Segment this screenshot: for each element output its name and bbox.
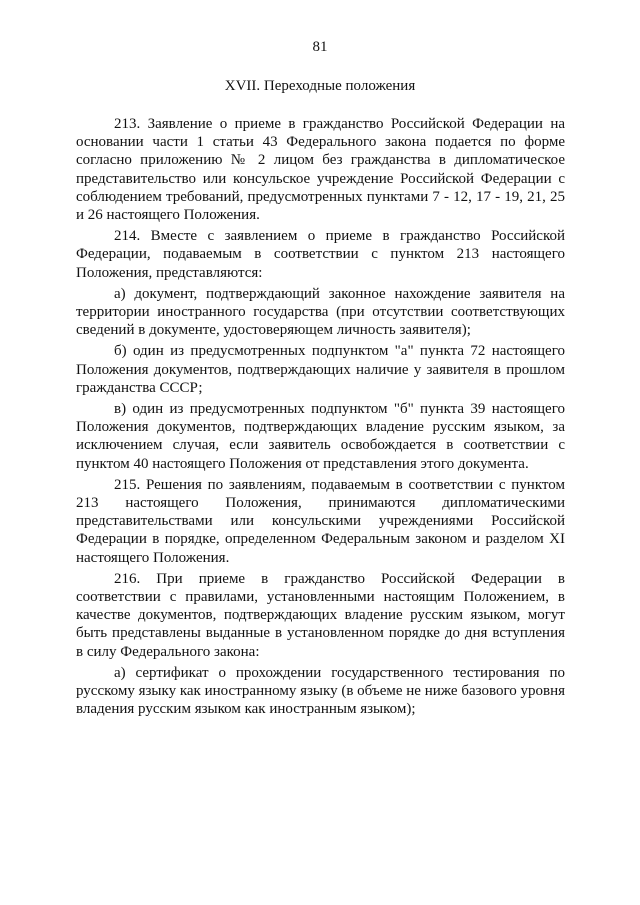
page-number: 81 [312, 39, 328, 55]
paragraph-214-b: б) один из предусмотренных подпунктом "а" пункта 72 настоящего Положения документов, подтверждающих наличие у заявителя в прошлом гражданства СССР; [76, 343, 565, 396]
paragraph-216-a: а) сертификат о прохождении государственного тестирования по русскому языку как иностранному языку (в объеме не ниже базового уровня владения русским языком как иностранным языком); [76, 664, 565, 718]
paragraph-214: 214. Вместе с заявлением о приеме в гражданство Российской Федерации, подаваемым в соответствии с пунктом 213 настоящего Положения, представляются: [76, 228, 565, 281]
section-title: XVII. Переходные положения [224, 78, 416, 94]
paragraph-214-v: в) один из предусмотренных подпунктом "б" пункта 39 настоящего Положения документов, подтверждающих владение русским языком, за исключением случая, если заявитель освобождается в соответствии с пунктом 40 настоящего Положения от представления этого документа. [76, 401, 565, 472]
paragraph-214-a: а) документ, подтверждающий законное нахождение заявителя на территории иностранного государства (при отсутствии соответствующих сведений в документе, удостоверяющем личность заявителя); [76, 285, 565, 339]
paragraph-216: 216. При приеме в гражданство Российской Федерации в соответствии с правилами, установленными настоящим Положением, в качестве документов, подтверждающих владение русским языком, могут быть представлены выданные в установленном порядке до дня вступления в силу Федерального закона: [76, 570, 565, 660]
paragraph-215: 215. Решения по заявлениям, подаваемым в соответствии с пунктом 213 настоящего Положения, принимаются дипломатическими представительствами или консульскими учреждениями Российской Федерации в порядке, определенном Федеральным законом и разделом XI настоящего Положения. [76, 476, 565, 566]
paragraph-213: 213. Заявление о приеме в гражданство Российской Федерации на основании части 1 статьи 43 Федерального закона подается по форме согласно приложению № 2 лицом без гражданства в дипломатическое представительство или консульское учреждение Российской Федерации с соблюдением требований, предусмотренных пунктами 7 - 12, 17 - 19, 21, 25 и 26 настоящего Положения. [76, 116, 565, 224]
document-body [76, 115, 565, 719]
